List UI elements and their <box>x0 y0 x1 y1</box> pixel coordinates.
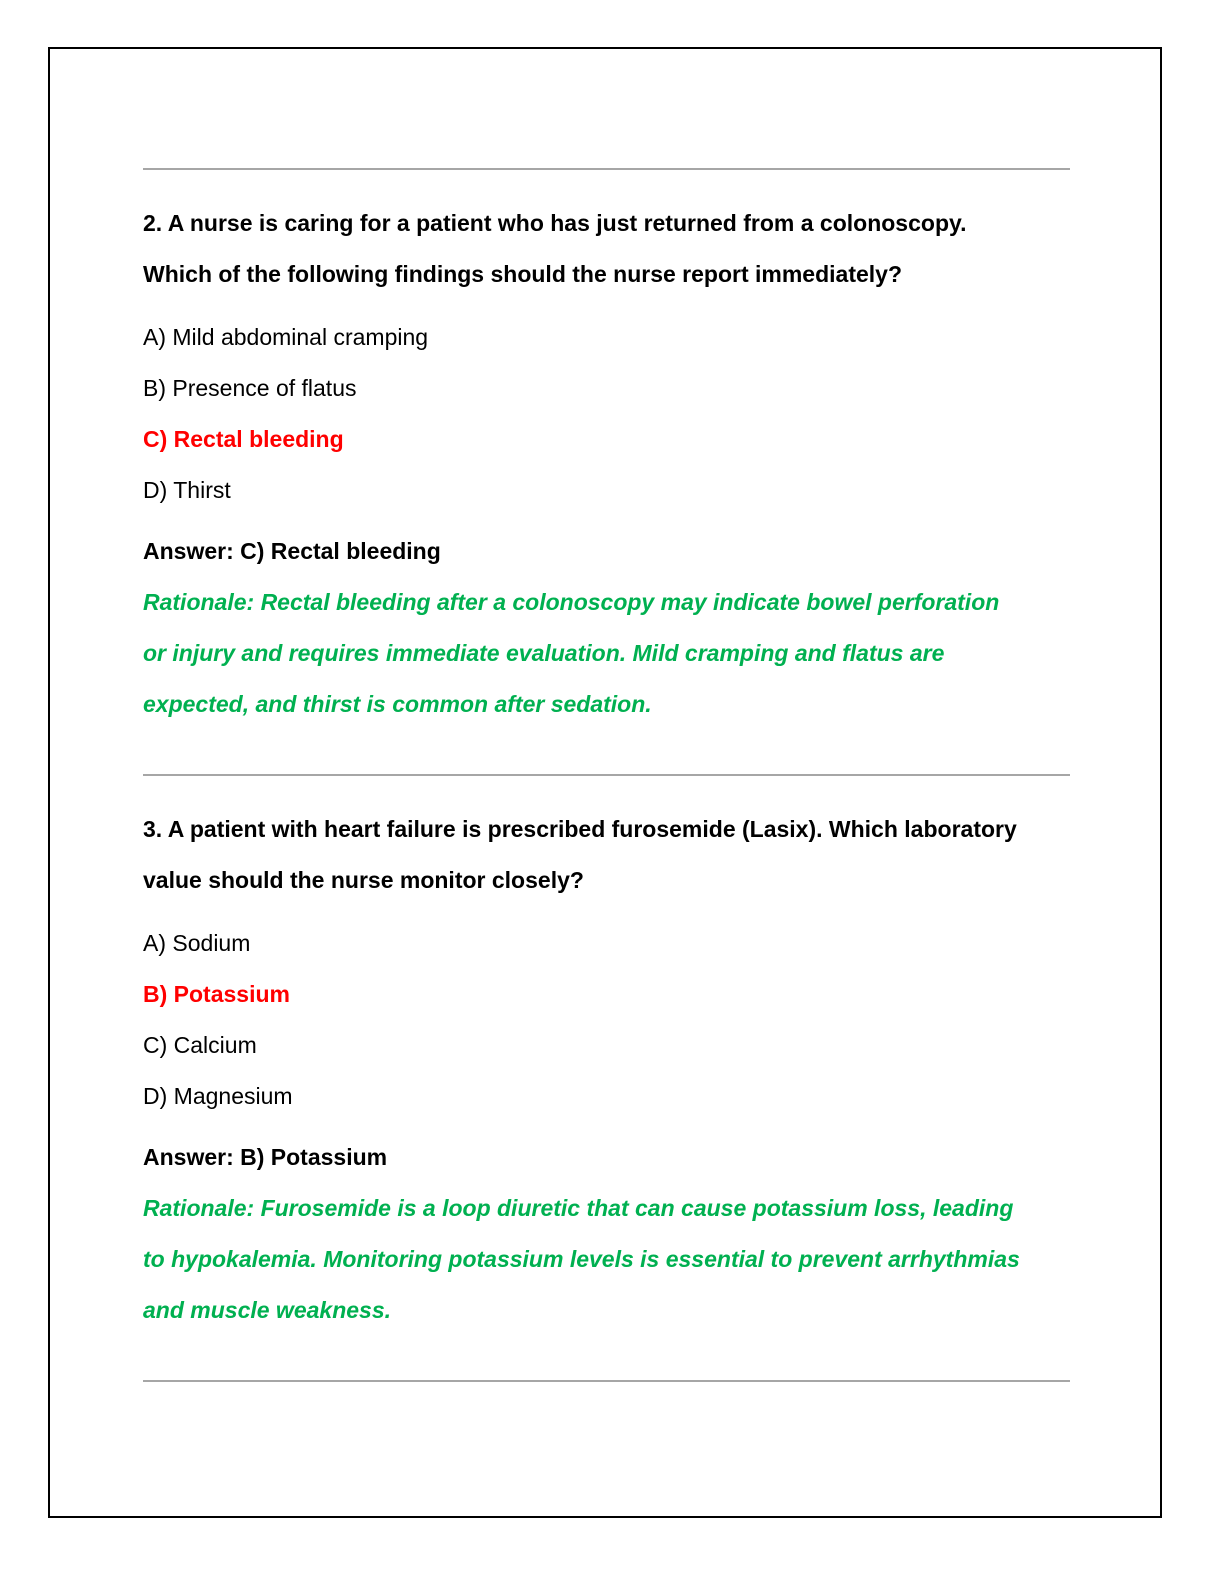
question-3-option-d: D) Magnesium <box>143 1083 293 1109</box>
question-2-rationale-line-3: expected, and thirst is common after sedation. <box>143 691 652 717</box>
divider-top <box>143 168 1070 170</box>
question-2-answer: Answer: C) Rectal bleeding <box>143 538 441 564</box>
question-3-option-a: A) Sodium <box>143 930 251 956</box>
question-2-option-b: B) Presence of flatus <box>143 375 357 401</box>
question-3-option-b-correct: B) Potassium <box>143 981 290 1007</box>
question-2-option-c-correct: C) Rectal bleeding <box>143 426 344 452</box>
question-2-option-a: A) Mild abdominal cramping <box>143 324 429 350</box>
question-2-rationale-line-2: or injury and requires immediate evaluation. Mild cramping and flatus are <box>143 640 945 666</box>
question-2-option-d: D) Thirst <box>143 477 231 503</box>
divider-bottom <box>143 1380 1070 1382</box>
question-3-rationale-line-2: to hypokalemia. Monitoring potassium levels is essential to prevent arrhythmias <box>143 1246 1020 1272</box>
divider-middle <box>143 774 1070 776</box>
question-3-option-c: C) Calcium <box>143 1032 257 1058</box>
question-3 <box>143 804 1083 1336</box>
question-2-text-line-1: 2. A nurse is caring for a patient who has just returned from a colonoscopy. <box>143 210 967 236</box>
question-3-text-line-1: 3. A patient with heart failure is prescribed furosemide (Lasix). Which laboratory <box>143 816 1017 842</box>
question-3-answer: Answer: B) Potassium <box>143 1144 388 1170</box>
question-2-rationale <box>143 577 1083 730</box>
question-3-options <box>143 918 1083 1122</box>
question-3-rationale <box>143 1183 1083 1336</box>
question-2 <box>143 198 1083 730</box>
question-3-rationale-line-3: and muscle weakness. <box>143 1297 392 1323</box>
question-2-text-line-2: Which of the following findings should the nurse report immediately? <box>143 261 903 287</box>
question-2-options <box>143 312 1083 516</box>
question-2-rationale-line-1: Rationale: Rectal bleeding after a colonoscopy may indicate bowel perforation <box>143 589 1000 615</box>
question-3-text-line-2: value should the nurse monitor closely? <box>143 867 584 893</box>
question-3-rationale-line-1: Rationale: Furosemide is a loop diuretic that can cause potassium loss, leading <box>143 1195 1014 1221</box>
